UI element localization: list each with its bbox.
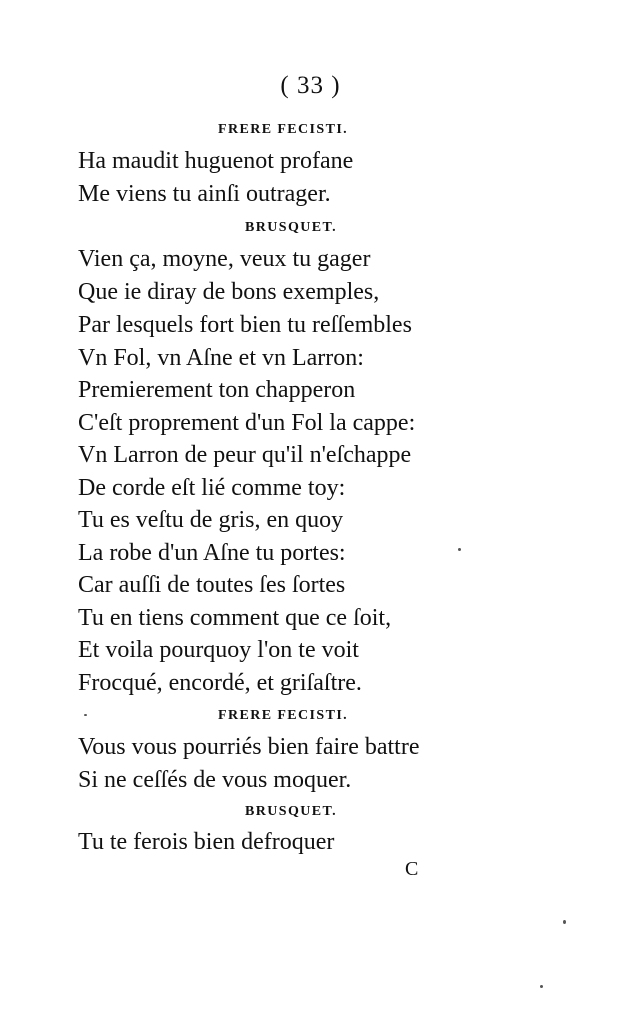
verse-line: Et voila pourquoy l'on te voit: [78, 637, 359, 663]
speaker-heading-frere-fecisti: FRERE FECISTI.: [218, 708, 349, 723]
verse-line: La robe d'un Aſne tu portes:: [78, 540, 346, 566]
speaker-heading-frere-fecisti: FRERE FECISTI.: [218, 122, 349, 137]
verse-line: Me viens tu ainſi outrager.: [78, 181, 331, 207]
verse-line: Par lesquels fort bien tu reſſembles: [78, 312, 412, 338]
speaker-heading-brusquet: BRUSQUET.: [245, 804, 338, 819]
page-number: ( 33 ): [280, 72, 341, 99]
verse-line: C'eſt proprement d'un Fol la cappe:: [78, 410, 416, 436]
verse-line: Que ie diray de bons exemples,: [78, 279, 380, 305]
speaker-heading-brusquet: BRUSQUET.: [245, 220, 338, 235]
ink-speck: [540, 985, 543, 988]
verse-line: Premierement ton chapperon: [78, 377, 356, 403]
ink-speck: [563, 920, 566, 924]
verse-line: Vn Larron de peur qu'il n'eſchappe: [78, 442, 412, 468]
verse-line: Frocqué, encordé, et griſaſtre.: [78, 670, 362, 696]
ink-speck: [458, 548, 461, 551]
verse-line: Car auſſi de toutes ſes ſortes: [78, 572, 346, 598]
verse-line: Tu es veſtu de gris, en quoy: [78, 507, 344, 533]
verse-line: Ha maudit huguenot profane: [78, 148, 354, 174]
verse-line: Vien ça, moyne, veux tu gager: [78, 246, 371, 272]
verse-line: Si ne ceſſés de vous moquer.: [78, 767, 352, 793]
signature-mark: C: [405, 858, 419, 880]
verse-line: Tu en tiens comment que ce ſoit,: [78, 605, 392, 631]
verse-line: Vous vous pourriés bien faire battre: [78, 734, 420, 760]
verse-line: Tu te ferois bien defroquer: [78, 829, 335, 855]
ink-speck: [84, 714, 87, 716]
verse-line: De corde eſt lié comme toy:: [78, 475, 346, 501]
verse-line: Vn Fol, vn Aſne et vn Larron:: [78, 345, 364, 371]
